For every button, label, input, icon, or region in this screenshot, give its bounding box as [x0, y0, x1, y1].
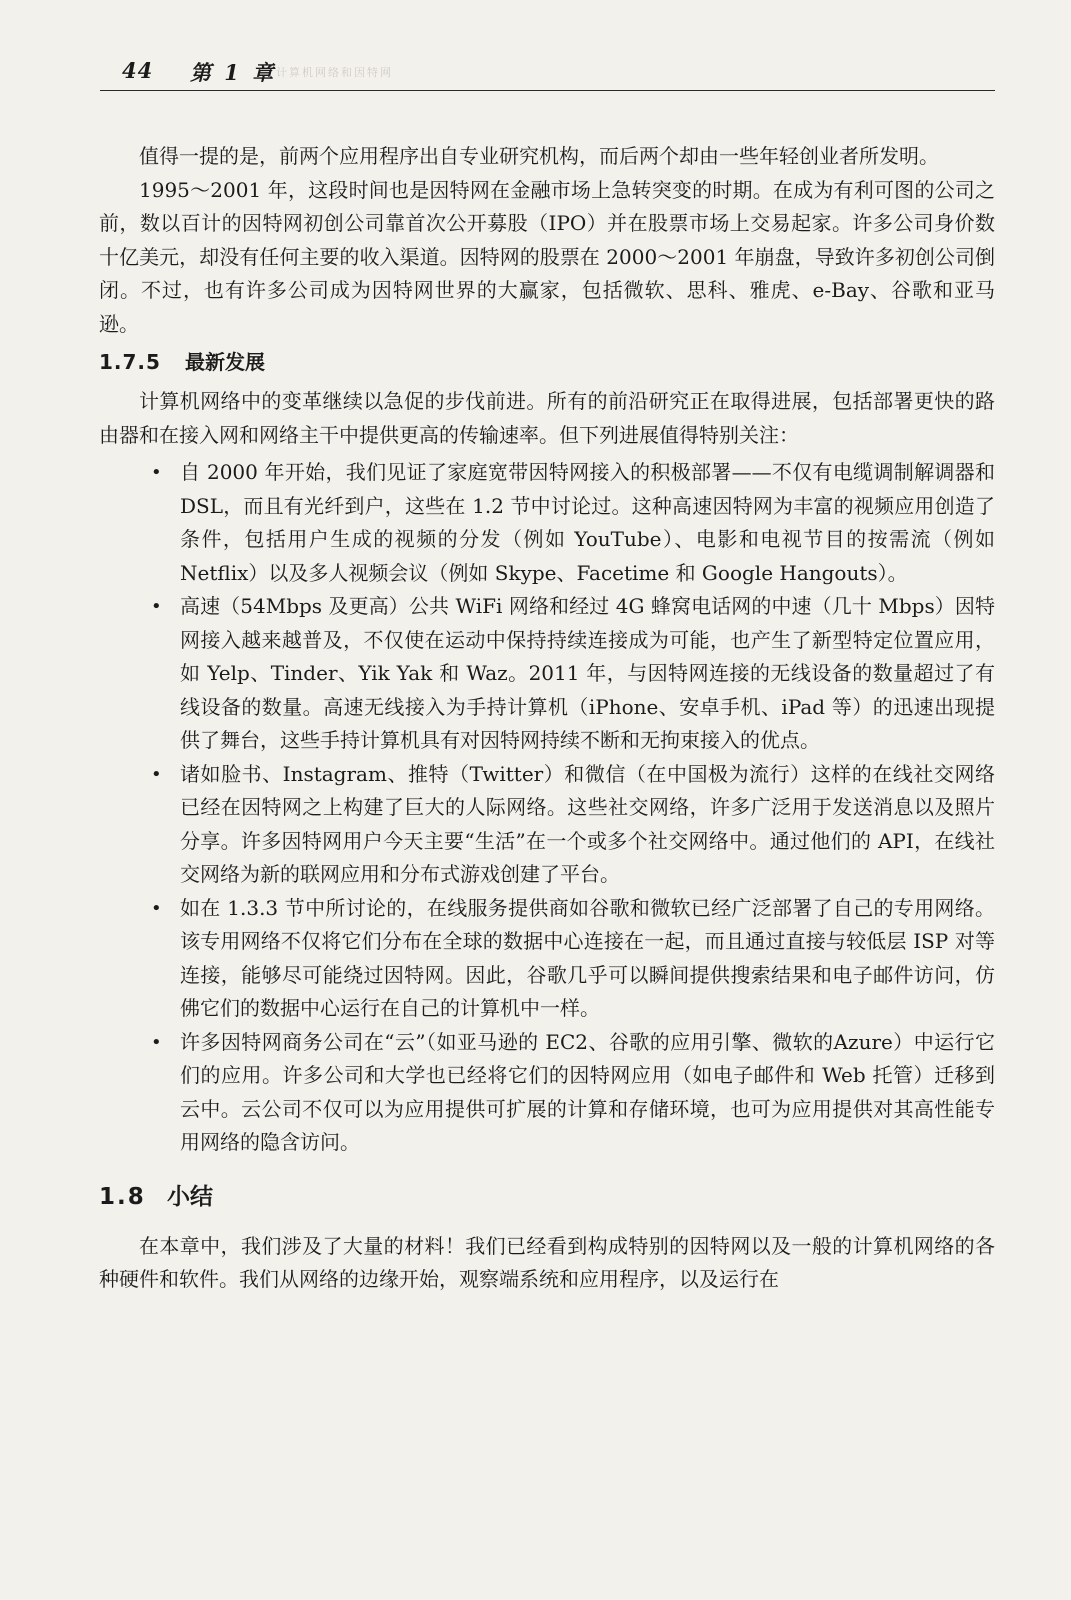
paragraph: 值得一提的是，前两个应用程序出自专业研究机构，而后两个却由一些年轻创业者所发明。: [139, 144, 939, 168]
paragraph: 计算机网络中的变革继续以急促的步伐前进。所有的前沿研究正在取得进展，包括部署更快的路由器和在接入网和网络主干中提供更高的传输速率。但下列进展值得特别关注：: [99, 389, 995, 447]
bullet-icon: •: [151, 1031, 162, 1053]
section-heading-1-7-5: [99, 345, 995, 379]
chapter-label: 第 1 章: [190, 60, 277, 85]
bullet-list: [99, 456, 995, 1160]
section-number: 1.7.5: [99, 350, 161, 374]
list-item: [99, 1026, 995, 1160]
list-item-text: 如在 1.3.3 节中所讨论的，在线服务提供商如谷歌和微软已经广泛部署了自己的专用网络。该专用网络不仅将它们分布在全球的数据中心连接在一起，而且通过直接与较低层 ISP 对等连接，能够尽可能绕过因特网。因此，谷歌几乎可以瞬间提供搜索结果和电子邮件访问，仿佛它们的数据中心运行在自己的计算机中一样。: [180, 895, 995, 1020]
list-item-text: 诸如脸书、Instagram、推特（Twitter）和微信（在中国极为流行）这样的在线社交网络已经在因特网之上构建了巨大的人际网络。这些社交网络，许多广泛用于发送消息以及照片分享。许多因特网用户今天主要“生活”在一个或多个社交网络中。通过他们的 API，在线社交网络为新的联网应用和分布式游戏创建了平台。: [180, 761, 995, 886]
bullet-icon: •: [151, 596, 162, 617]
section-number: 1.8: [99, 1183, 146, 1210]
bullet-icon: •: [151, 897, 162, 919]
running-header: [100, 56, 995, 91]
bullet-icon: •: [151, 462, 162, 483]
body-text: [99, 140, 995, 1297]
bullet-icon: •: [151, 763, 162, 785]
list-item: [99, 758, 995, 892]
section-title: 小结: [167, 1183, 213, 1210]
chapter-subtitle: 计算机网络和因特网: [276, 66, 393, 79]
section-title: 最新发展: [185, 350, 265, 374]
list-item: [99, 590, 995, 758]
list-item-text: 高速（54Mbps 及更高）公共 WiFi 网络和经过 4G 蜂窝电话网的中速（几十 Mbps）因特网接入越来越普及，不仅使在运动中保持持续连接成为可能，也产生了新型特定位置应用，如 Yelp、Tinder、Yik Yak 和 Waz。2011 年，与因特网连接的无线设备的数量超过了有线设备的数量。高速无线接入为手持计算机（iPhone、安卓手机、iPad 等）的迅速出现提供了舞台，这些手持计算机具有对因特网持续不断和无拘束接入的优点。: [180, 594, 995, 752]
list-item-text: 许多因特网商务公司在“云”（如亚马逊的 EC2、谷歌的应用引擎、微软的Azure）中运行它们的应用。许多公司和大学也已经将它们的因特网应用（如电子邮件和 Web 托管）迁移到云中。云公司不仅可以为应用提供可扩展的计算和存储环境，也可为应用提供对其高性能专用网络的隐含访问。: [180, 1029, 995, 1154]
list-item: [99, 892, 995, 1026]
list-item-text: 自 2000 年开始，我们见证了家庭宽带因特网接入的积极部署——不仅有电缆调制解调器和 DSL，而且有光纤到户，这些在 1.2 节中讨论过。这种高速因特网为丰富的视频应用创造了条件，包括用户生成的视频的分发（例如 YouTube）、电影和电视节目的按需流（例如 Netflix）以及多人视频会议（例如 Skype、Facetime 和 Google Hangouts）。: [180, 460, 995, 585]
paragraph: 在本章中，我们涉及了大量的材料！我们已经看到构成特别的因特网以及一般的计算机网络的各种硬件和软件。我们从网络的边缘开始，观察端系统和应用程序，以及运行在: [99, 1233, 995, 1291]
page-number: 44: [122, 58, 154, 83]
paragraph: 1995～2001 年，这段时间也是因特网在金融市场上急转突变的时期。在成为有利可图的公司之前，数以百计的因特网初创公司靠首次公开募股（IPO）并在股票市场上交易起家。许多公司身价数十亿美元，却没有任何主要的收入渠道。因特网的股票在 2000～2001 年崩盘，导致许多初创公司倒闭。不过，也有许多公司成为因特网世界的大赢家，包括微软、思科、雅虎、e-Bay、谷歌和亚马逊。: [99, 177, 995, 336]
section-heading-1-8: [99, 1178, 995, 1216]
list-item: [99, 456, 995, 590]
